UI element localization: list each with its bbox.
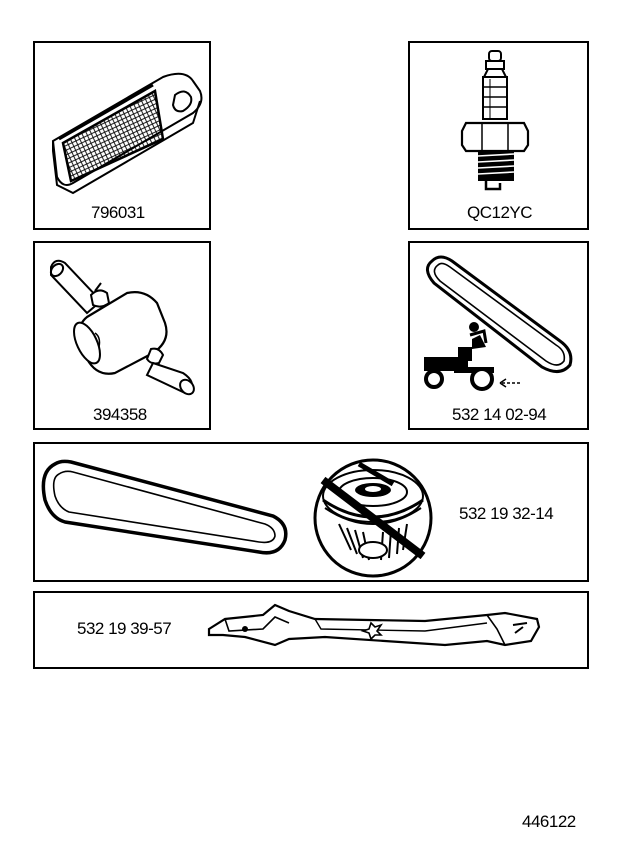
pulley-illustration <box>311 444 441 584</box>
panel-air-filter <box>33 41 211 230</box>
panel-blade <box>33 591 589 669</box>
part-number-label: 394358 <box>93 405 147 424</box>
part-number-label: 532 19 32-14 <box>459 504 554 523</box>
drive-belt-illustration <box>410 243 591 432</box>
document-number: 446122 <box>522 812 576 831</box>
part-number-label: 532 14 02-94 <box>452 405 547 424</box>
part-number-label: QC12YC <box>467 203 533 222</box>
fuel-filter-illustration <box>35 243 213 432</box>
part-number-label: 532 19 39-57 <box>77 619 172 638</box>
part-number-label: 796031 <box>91 203 145 222</box>
panel-drive-belt <box>408 241 589 430</box>
blade-illustration <box>205 593 545 671</box>
panel-spark-plug <box>408 41 589 230</box>
deck-belt-illustration <box>35 444 295 584</box>
panel-belt-pulley <box>33 442 589 582</box>
panel-fuel-filter <box>33 241 211 430</box>
tractor-icon <box>424 322 494 389</box>
